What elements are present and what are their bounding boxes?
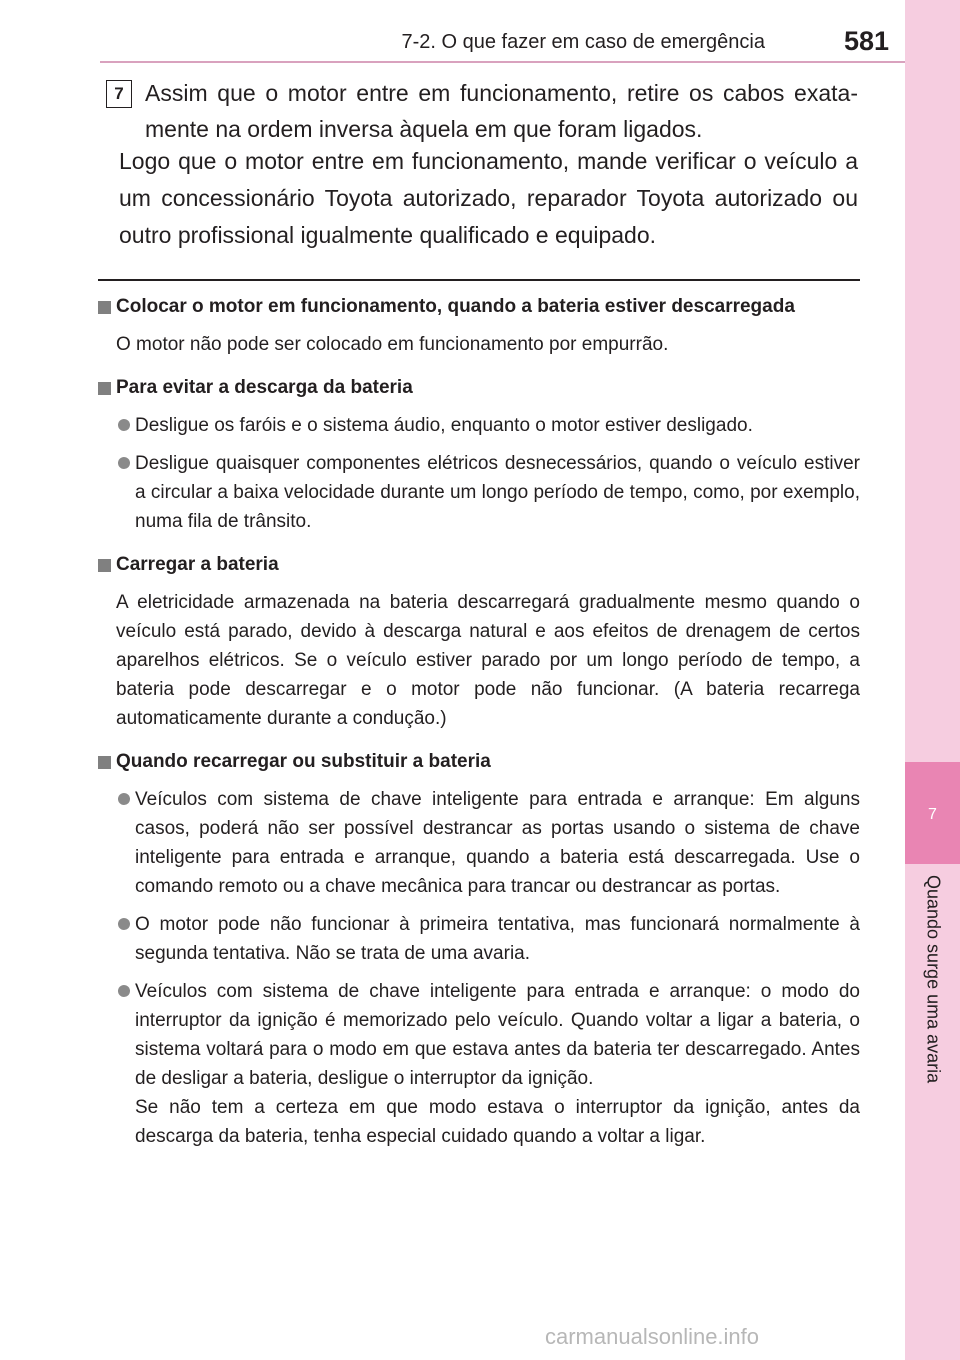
list-item-continuation: Se não tem a certeza em que modo estava o interruptor da ignição, antes da descarga da bateria, tenha especial cuidado quando a voltar a ligar.	[135, 1097, 860, 1147]
list-item: Desligue quaisquer componentes elétricos desnecessários, quando o veículo estiver a circular a baixa velocidade durante um longo período de tempo, como, por exemplo, numa fila de trânsito.	[98, 449, 860, 536]
square-bullet-icon	[98, 559, 111, 572]
notes-section	[98, 292, 860, 1160]
header-rule	[100, 61, 960, 63]
square-bullet-icon	[98, 382, 111, 395]
page-number: 581	[843, 26, 889, 56]
square-bullet-icon	[98, 756, 111, 769]
note-paragraph: A eletricidade armazenada na bateria descarregará gradualmente mesmo quando o veículo está parado, devido à descarga natural e aos efeitos de drenagem de certos aparelhos elétricos. Se o veículo estiver parado por um longo período de tempo, a bateria pode descarregar e o motor pode não funcionar. (A bateria recarrega automaticamente durante a condução.)	[116, 592, 860, 729]
step-note: Logo que o motor entre em funcionamento, mande verificar o veículo a um concessionário Toyota autorizado, reparador Toyota autorizado ou outro profissional igualmente qualificado e equipado.	[119, 148, 858, 248]
step-number-badge: 7	[106, 80, 132, 108]
circle-bullet-icon	[118, 793, 130, 805]
circle-bullet-icon	[118, 457, 130, 469]
note-paragraph: O motor não pode ser colocado em funcionamento por empurrão.	[116, 334, 669, 355]
note-section	[98, 292, 860, 359]
chapter-number: 7	[928, 806, 937, 823]
chapter-side-tab	[905, 0, 960, 1360]
list-item: Veículos com sistema de chave inteligente para entrada e arranque: Em alguns casos, poderá não ser possível destrancar as portas usando o sistema de chave inteligente para entrada e arranque, quando a bateria está descarregada. Use o comando remoto ou a chave mecânica para trancar ou destrancar as portas.	[98, 785, 860, 901]
circle-bullet-icon	[118, 419, 130, 431]
chapter-title: Quando surge uma avaria	[923, 875, 944, 1084]
list-item: Veículos com sistema de chave inteligente para entrada e arranque: o modo do interruptor da ignição é memorizado pelo veículo. Quando voltar a ligar a bateria, o sistema voltará para o modo em que estava antes da bateria ter descarregado. Antes de desligar a bateria, desligue o interruptor da ignição.	[98, 977, 860, 1093]
chapter-number-box	[905, 762, 960, 864]
note-heading: Para evitar a descarga da bateria	[98, 373, 860, 402]
step-text: Assim que o motor entre em funcionamento, retire os cabos exatamente na ordem inversa àquela em que foram ligados.	[145, 80, 858, 142]
circle-bullet-icon	[118, 918, 130, 930]
section-divider	[98, 279, 860, 281]
note-section	[98, 550, 860, 733]
note-section	[98, 373, 860, 536]
note-section	[98, 747, 860, 1151]
list-item: O motor pode não funcionar à primeira tentativa, mas funcionará normalmente à segunda tentativa. Não se trata de uma avaria.	[98, 910, 860, 968]
square-bullet-icon	[98, 301, 111, 314]
note-heading: Quando recarregar ou substituir a bateria	[98, 747, 860, 776]
section-title: 7-2. O que fazer em caso de emergência	[401, 31, 765, 53]
note-heading: Carregar a bateria	[98, 550, 860, 579]
step-item	[98, 75, 858, 147]
list-item: Desligue os faróis e o sistema áudio, enquanto o motor estiver desligado.	[98, 411, 860, 440]
page-header	[0, 0, 905, 62]
watermark: carmanualsonline.info	[545, 1324, 760, 1349]
circle-bullet-icon	[118, 985, 130, 997]
chapter-title-vertical	[911, 875, 955, 1125]
note-heading: Colocar o motor em funcionamento, quando a bateria estiver descarregada	[98, 292, 860, 321]
